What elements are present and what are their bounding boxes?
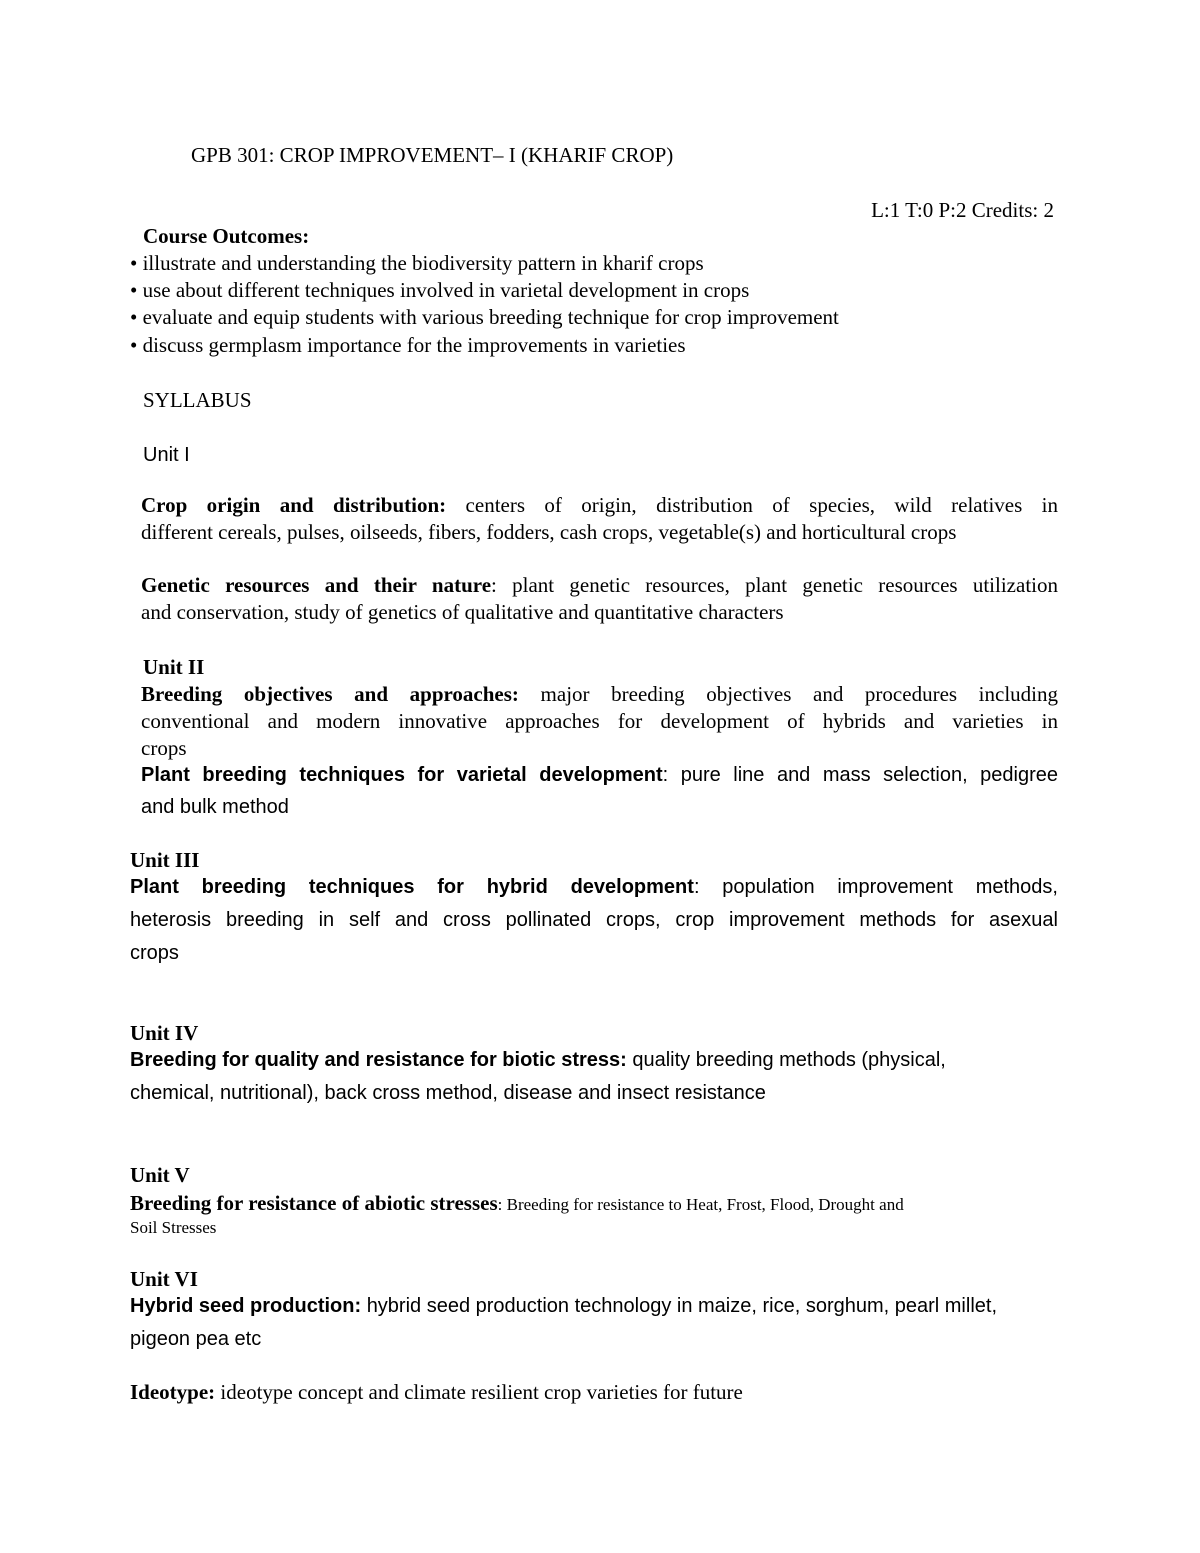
unit-1-topic-2-line1 bbox=[141, 573, 1058, 598]
topic-title: Ideotype: bbox=[130, 1380, 216, 1404]
topic-title: Breeding for resistance of abiotic stresses bbox=[130, 1191, 498, 1215]
unit-1-topic-1-line2: different cereals, pulses, oilseeds, fibers, fodders, cash crops, vegetable(s) and horticultural crops bbox=[141, 520, 957, 544]
unit-2-topic-2-line2: and bulk method bbox=[141, 796, 289, 818]
unit-6-topic-2-line1 bbox=[130, 1380, 743, 1405]
unit-5-topic-1-line1 bbox=[130, 1191, 904, 1216]
unit-4-topic-1-line1 bbox=[130, 1049, 946, 1072]
unit-5-label: Unit V bbox=[130, 1163, 190, 1187]
unit-4-topic-1-line2: chemical, nutritional), back cross method, disease and insect resistance bbox=[130, 1082, 766, 1104]
unit-5-topic-1-line2: Soil Stresses bbox=[130, 1218, 217, 1237]
topic-text: : pure line and mass selection, pedigree bbox=[662, 764, 1059, 786]
unit-2-topic-1-line2: conventional and modern innovative approaches for development of hybrids and varieties in bbox=[141, 709, 1058, 733]
outcome-item: • discuss germplasm importance for the improvements in varieties bbox=[130, 333, 686, 357]
outcome-item: • use about different techniques involved in varietal development in crops bbox=[130, 278, 750, 302]
unit-6-topic-1-line2: pigeon pea etc bbox=[130, 1328, 262, 1350]
unit-2-topic-1-line3: crops bbox=[141, 736, 187, 760]
unit-3-topic-1-line3: crops bbox=[130, 942, 179, 964]
topic-text: quality breeding methods (physical, bbox=[632, 1049, 946, 1071]
topic-text: ideotype concept and climate resilient crop varieties for future bbox=[220, 1380, 743, 1404]
topic-text: centers of origin, distribution of species, wild relatives in bbox=[465, 493, 1058, 517]
unit-4-label: Unit IV bbox=[130, 1021, 199, 1045]
topic-title: Crop origin and distribution: bbox=[141, 493, 447, 517]
unit-6-label: Unit VI bbox=[130, 1267, 198, 1291]
syllabus-heading: SYLLABUS bbox=[143, 388, 252, 412]
unit-2-label: Unit II bbox=[143, 655, 205, 679]
topic-title: Breeding for quality and resistance for biotic stress: bbox=[130, 1049, 627, 1071]
unit-2-topic-2-line1 bbox=[141, 764, 1058, 787]
topic-text: hybrid seed production technology in maize, rice, sorghum, pearl millet, bbox=[366, 1295, 997, 1317]
unit-3-topic-1-line2: heterosis breeding in self and cross pollinated crops, crop improvement methods for asexual bbox=[130, 909, 1058, 931]
course-title: GPB 301: CROP IMPROVEMENT– I (KHARIF CROP) bbox=[191, 143, 674, 167]
topic-text: : plant genetic resources, plant genetic resources utilization bbox=[491, 573, 1058, 597]
outcome-item: • evaluate and equip students with various breeding technique for crop improvement bbox=[130, 305, 839, 329]
topic-text: : Breeding for resistance to Heat, Frost, Flood, Drought and bbox=[497, 1195, 904, 1214]
course-credits: L:1 T:0 P:2 Credits: 2 bbox=[871, 198, 1054, 222]
topic-title: Plant breeding techniques for hybrid development bbox=[130, 876, 694, 898]
topic-text: major breeding objectives and procedures including bbox=[540, 682, 1059, 706]
outcome-item: • illustrate and understanding the biodiversity pattern in kharif crops bbox=[130, 251, 704, 275]
unit-3-topic-1-line1 bbox=[130, 876, 1058, 899]
unit-1-topic-1-line1 bbox=[141, 493, 1058, 518]
unit-3-label: Unit III bbox=[130, 848, 200, 872]
unit-6-topic-1-line1 bbox=[130, 1295, 997, 1318]
unit-2-topic-1-line1 bbox=[141, 682, 1058, 707]
topic-text: : population improvement methods, bbox=[693, 876, 1058, 898]
unit-1-topic-2-line2: and conservation, study of genetics of qualitative and quantitative characters bbox=[141, 600, 784, 624]
topic-title: Genetic resources and their nature bbox=[141, 573, 492, 597]
unit-1-label: Unit I bbox=[143, 444, 190, 466]
topic-title: Hybrid seed production: bbox=[130, 1295, 362, 1317]
topic-title: Plant breeding techniques for varietal development bbox=[141, 764, 663, 786]
outcomes-heading: Course Outcomes: bbox=[143, 224, 310, 248]
topic-title: Breeding objectives and approaches: bbox=[141, 682, 519, 706]
